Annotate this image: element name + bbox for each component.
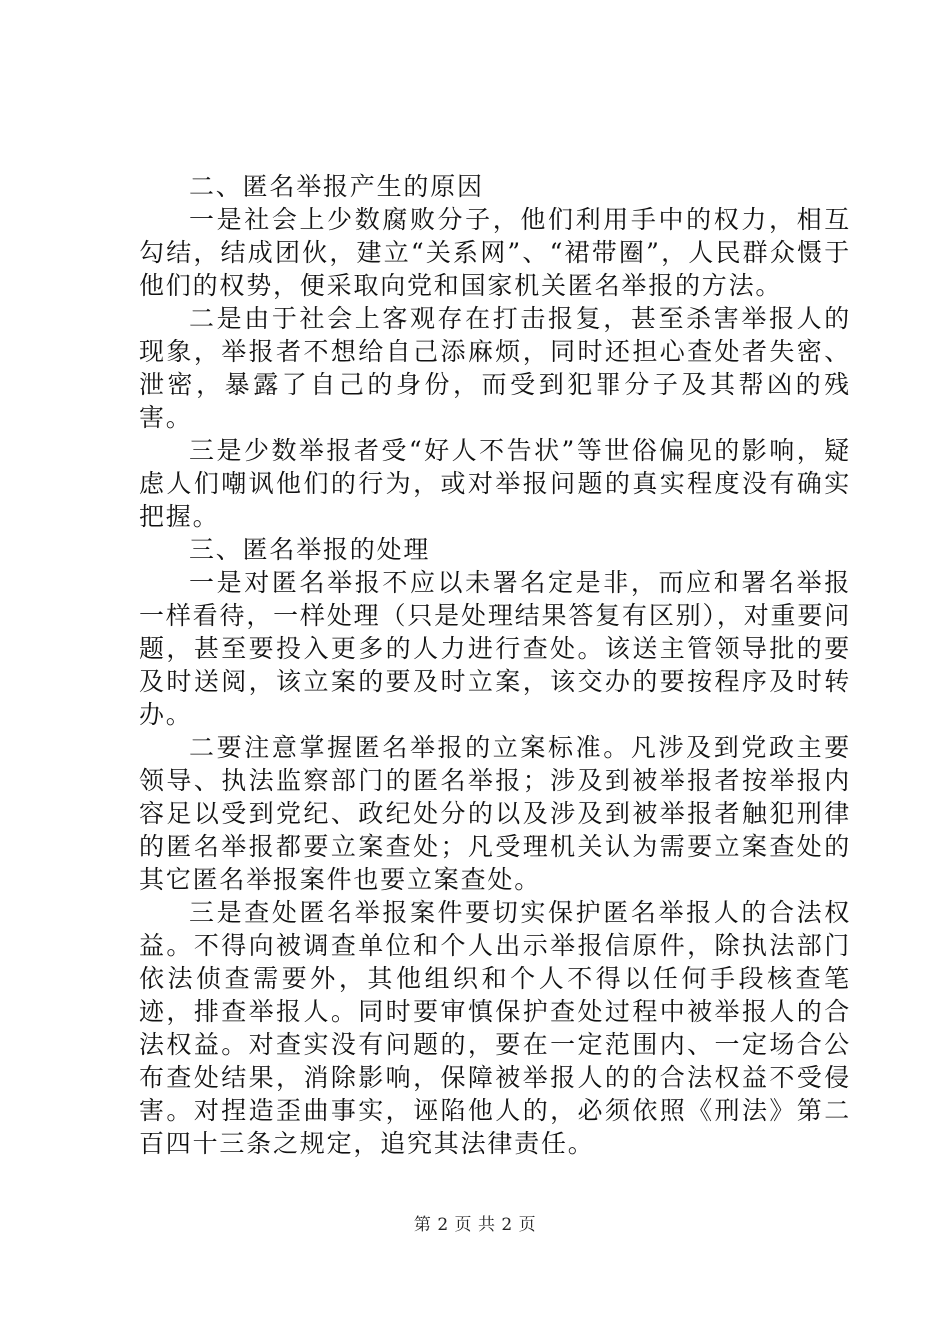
paragraph-handling-3: 三是查处匿名举报案件要切实保护匿名举报人的合法权益。不得向被调查单位和个人出示举报信原件，除执法部门依法侦查需要外，其他组织和个人不得以任何手段核查笔迹，排查举报人。同时要审慎保护查处过程中被举报人的合法权益。对查实没有问题的，要在一定范围内、一定场合公布查处结果，消除影响，保障被举报人的的合法权益不受侵害。对捏造歪曲事实，诬陷他人的，必须依照《刑法》第二百四十三条之规定，追究其法律责任。 xyxy=(139,898,851,1158)
paragraph-handling-1: 一是对匿名举报不应以未署名定是非，而应和署名举报一样看待，一样处理（只是处理结果答复有区别），对重要问题，甚至要投入更多的人力进行查处。该送主管领导批的要及时送阅，该立案的要及时立案，该交办的要按程序及时转办。 xyxy=(139,568,851,729)
paragraph-cause-2: 二是由于社会上客观存在打击报复，甚至杀害举报人的现象，举报者不想给自己添麻烦，同时还担心查处者失密、泄密，暴露了自己的身份，而受到犯罪分子及其帮凶的残害。 xyxy=(139,304,851,432)
document-body xyxy=(139,170,851,1160)
paragraph-cause-3: 三是少数举报者受“好人不告状”等世俗偏见的影响，疑虑人们嘲讽他们的行为，或对举报问题的真实程度没有确实把握。 xyxy=(139,436,851,531)
paragraph-handling-2: 二要注意掌握匿名举报的立案标准。凡涉及到党政主要领导、执法监察部门的匿名举报；涉及到被举报者按举报内容足以受到党纪、政纪处分的以及涉及到被举报者触犯刑律的匿名举报都要立案查处；凡受理机关认为需要立案查处的其它匿名举报案件也要立案查处。 xyxy=(139,733,851,894)
section-heading-causes: 二、匿名举报产生的原因 xyxy=(189,172,484,201)
page-number-footer: 第 2 页 共 2 页 xyxy=(413,1215,537,1235)
paragraph-cause-1: 一是社会上少数腐败分子，他们利用手中的权力，相互勾结，结成团伙，建立“关系网”、“裙带圈”，人民群众慑于他们的权势，便采取向党和国家机关匿名举报的方法。 xyxy=(139,205,851,300)
section-heading-handling: 三、匿名举报的处理 xyxy=(189,535,431,564)
